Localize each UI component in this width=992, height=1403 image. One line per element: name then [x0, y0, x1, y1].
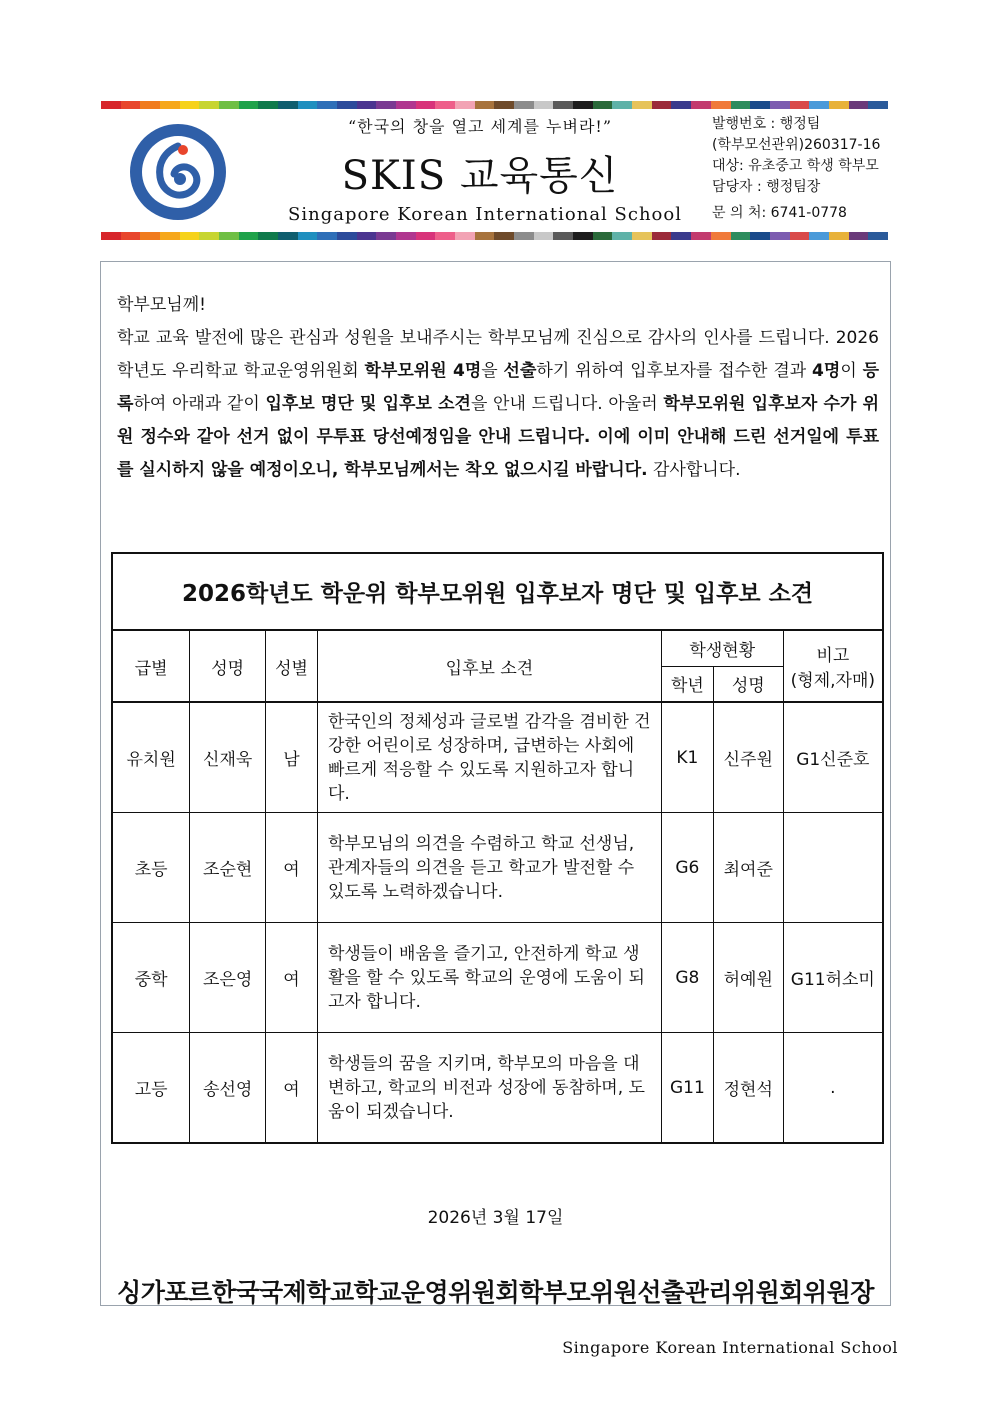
stripe-segment — [593, 232, 613, 240]
stripe-segment — [868, 101, 888, 109]
body-text-6: 을 안내 드립니다. 아울러 — [470, 394, 664, 414]
issue-info — [712, 114, 880, 224]
body-bold-5: 입후보 명단 및 입후보 소견 — [265, 394, 471, 414]
stripe-segment — [298, 101, 318, 109]
row-pledge: 학생들이 배움을 즐기고, 안전하게 학교 생활을 할 수 있도록 학교의 운영에 도움이 되고자 합니다. — [317, 923, 661, 1033]
body-bold-6: 학부모위원 입후보자 수가 위원 정수와 같아 선거 없이 무투표 당선예정임을 안내 드립니다. 이에 이미 안내해 드린 선거일에 투표를 실시하지 않을 예정이오니, 학부모님께서는 착오 없으시길 바랍니다. — [117, 394, 880, 480]
stripe-segment — [219, 232, 239, 240]
stripe-segment — [770, 101, 790, 109]
row-name: 조은영 — [190, 923, 266, 1033]
row-pledge: 학부모님의 의견을 수렴하고 학교 선생님, 관계자들의 의견을 듣고 학교가 발전할 수 있도록 노력하겠습니다. — [317, 813, 661, 923]
stripe-segment — [514, 232, 534, 240]
table-row — [112, 1033, 883, 1144]
stripe-segment — [396, 101, 416, 109]
body-bold-4: 등록 — [117, 361, 880, 414]
stripe-segment — [357, 101, 377, 109]
row-remarks: G11허소미 — [783, 923, 883, 1033]
body-text-4: 이 — [840, 361, 863, 381]
candidate-table — [111, 552, 884, 1144]
stripe-segment — [868, 232, 888, 240]
salutation: 학부모님께! — [117, 295, 206, 315]
header-student-grade: 학년 — [661, 666, 713, 702]
header-remarks — [783, 630, 883, 702]
contact-phone: 문 의 처: 6741-0778 — [712, 205, 847, 221]
header-remarks-label: 비고 — [816, 646, 850, 666]
stripe-segment — [219, 101, 239, 109]
stripe-segment — [790, 101, 810, 109]
header-stripe-bottom — [101, 232, 888, 240]
stripe-segment — [121, 232, 141, 240]
stripe-segment — [258, 101, 278, 109]
stripe-segment — [534, 101, 554, 109]
stripe-segment — [829, 232, 849, 240]
stripe-segment — [671, 232, 691, 240]
stripe-segment — [731, 232, 751, 240]
stripe-segment — [809, 101, 829, 109]
table-row — [112, 702, 883, 813]
body-bold-3: 4명 — [812, 361, 841, 381]
row-pledge: 한국인의 정체성과 글로벌 감각을 겸비한 건강한 어린이로 성장하며, 급변하는 사회에 빠르게 적응할 수 있도록 지원하고자 합니다. — [317, 702, 661, 813]
row-name: 신재욱 — [190, 702, 266, 813]
stripe-segment — [258, 232, 278, 240]
stripe-segment — [711, 101, 731, 109]
stripe-segment — [573, 232, 593, 240]
school-english-name: Singapore Korean International School — [288, 204, 682, 225]
footer-school-name: Singapore Korean International School — [562, 1338, 898, 1357]
stripe-segment — [239, 232, 259, 240]
stripe-segment — [849, 101, 869, 109]
stripe-segment — [553, 101, 573, 109]
letter-date: 2026년 3월 17일 — [427, 1208, 564, 1228]
stripe-segment — [199, 232, 219, 240]
target-audience: 대상: 유초중고 학생 학부모 — [712, 158, 879, 174]
signature: 싱가포르한국국제학교학교운영위원회학부모위원선출관리위원회위원장 — [117, 1278, 874, 1307]
stripe-segment — [160, 232, 180, 240]
row-name: 조순현 — [190, 813, 266, 923]
row-remarks: . — [783, 1033, 883, 1144]
row-gender: 여 — [266, 923, 318, 1033]
stripe-segment — [416, 101, 436, 109]
table-row — [112, 923, 883, 1033]
stripe-segment — [809, 232, 829, 240]
stripe-segment — [514, 101, 534, 109]
header-name: 성명 — [190, 630, 266, 702]
stripe-segment — [671, 101, 691, 109]
stripe-segment — [652, 232, 672, 240]
header-student-status: 학생현황 — [661, 630, 783, 666]
stripe-segment — [317, 232, 337, 240]
row-level: 고등 — [112, 1033, 190, 1144]
stripe-segment — [475, 232, 495, 240]
stripe-segment — [711, 232, 731, 240]
stripe-segment — [691, 101, 711, 109]
table-row — [112, 813, 883, 923]
school-logo-icon — [128, 122, 228, 222]
stripe-segment — [101, 232, 121, 240]
stripe-segment — [278, 101, 298, 109]
row-gender: 여 — [266, 1033, 318, 1144]
stripe-segment — [298, 232, 318, 240]
stripe-segment — [829, 101, 849, 109]
row-student-name: 정현석 — [713, 1033, 783, 1144]
row-gender: 여 — [266, 813, 318, 923]
stripe-segment — [494, 232, 514, 240]
stripe-segment — [317, 101, 337, 109]
row-gender: 남 — [266, 702, 318, 813]
stripe-segment — [691, 232, 711, 240]
row-level: 유치원 — [112, 702, 190, 813]
letter-body — [117, 322, 879, 487]
body-bold-1: 학부모위원 4명 — [364, 361, 482, 381]
issue-code: (학부모선관위)260317-16 — [712, 137, 881, 153]
issue-number: 발행번호 : 행정팀 — [712, 116, 821, 132]
stripe-segment — [278, 232, 298, 240]
stripe-segment — [750, 232, 770, 240]
stripe-segment — [435, 232, 455, 240]
stripe-segment — [121, 101, 141, 109]
stripe-segment — [337, 232, 357, 240]
newsletter-title: SKIS 교육통신 — [341, 153, 619, 199]
stripe-segment — [494, 101, 514, 109]
row-student-name: 허예원 — [713, 923, 783, 1033]
stripe-segment — [140, 101, 160, 109]
stripe-segment — [652, 101, 672, 109]
stripe-segment — [553, 232, 573, 240]
stripe-segment — [632, 101, 652, 109]
stripe-segment — [731, 101, 751, 109]
stripe-segment — [239, 101, 259, 109]
stripe-segment — [573, 101, 593, 109]
row-remarks: G1신준호 — [783, 702, 883, 813]
row-student-grade: G8 — [661, 923, 713, 1033]
stripe-segment — [770, 232, 790, 240]
stripe-segment — [180, 101, 200, 109]
row-student-grade: G6 — [661, 813, 713, 923]
header-motto: “한국의 창을 열고 세계를 누벼라!” — [347, 117, 613, 136]
stripe-segment — [475, 101, 495, 109]
body-text-7: 감사합니다. — [647, 460, 741, 480]
body-text-5: 하여 아래과 같이 — [133, 394, 266, 414]
manager: 담당자 : 행정팀장 — [712, 179, 821, 195]
row-name: 송선영 — [190, 1033, 266, 1144]
stripe-segment — [593, 101, 613, 109]
stripe-segment — [337, 101, 357, 109]
stripe-segment — [612, 232, 632, 240]
body-text-3: 하기 위하여 입후보자를 접수한 결과 — [536, 361, 813, 381]
stripe-segment — [180, 232, 200, 240]
row-pledge: 학생들의 꿈을 지키며, 학부모의 마음을 대변하고, 학교의 비전과 성장에 동참하며, 도움이 되겠습니다. — [317, 1033, 661, 1144]
stripe-segment — [455, 101, 475, 109]
stripe-segment — [416, 232, 436, 240]
stripe-segment — [455, 232, 475, 240]
header-stripe-top — [101, 101, 888, 109]
row-student-name: 최여준 — [713, 813, 783, 923]
stripe-segment — [612, 101, 632, 109]
row-student-name: 신주원 — [713, 702, 783, 813]
stripe-segment — [160, 101, 180, 109]
body-bold-2: 선출 — [503, 361, 537, 381]
row-remarks — [783, 813, 883, 923]
row-level: 초등 — [112, 813, 190, 923]
stripe-segment — [790, 232, 810, 240]
stripe-segment — [750, 101, 770, 109]
header-grade-level: 급별 — [112, 630, 190, 702]
header-gender: 성별 — [266, 630, 318, 702]
header-pledge: 입후보 소견 — [317, 630, 661, 702]
row-level: 중학 — [112, 923, 190, 1033]
stripe-segment — [435, 101, 455, 109]
stripe-segment — [376, 232, 396, 240]
body-text-2: 을 — [481, 361, 504, 381]
stripe-segment — [849, 232, 869, 240]
stripe-segment — [376, 101, 396, 109]
stripe-segment — [140, 232, 160, 240]
row-student-grade: K1 — [661, 702, 713, 813]
body-text-1: 학교 교육 발전에 많은 관심과 성원을 보내주시는 학부모님께 진심으로 감사의 인사를 드립니다. 2026학년도 우리학교 학교운영위원회 — [117, 328, 879, 381]
stripe-segment — [357, 232, 377, 240]
header-student-name: 성명 — [713, 666, 783, 702]
stripe-segment — [396, 232, 416, 240]
stripe-segment — [534, 232, 554, 240]
stripe-segment — [632, 232, 652, 240]
stripe-segment — [199, 101, 219, 109]
table-title: 2026학년도 학운위 학부모위원 입후보자 명단 및 입후보 소견 — [112, 553, 883, 630]
header-remarks-sub: (형제,자매) — [790, 671, 875, 691]
stripe-segment — [101, 101, 121, 109]
row-student-grade: G11 — [661, 1033, 713, 1144]
